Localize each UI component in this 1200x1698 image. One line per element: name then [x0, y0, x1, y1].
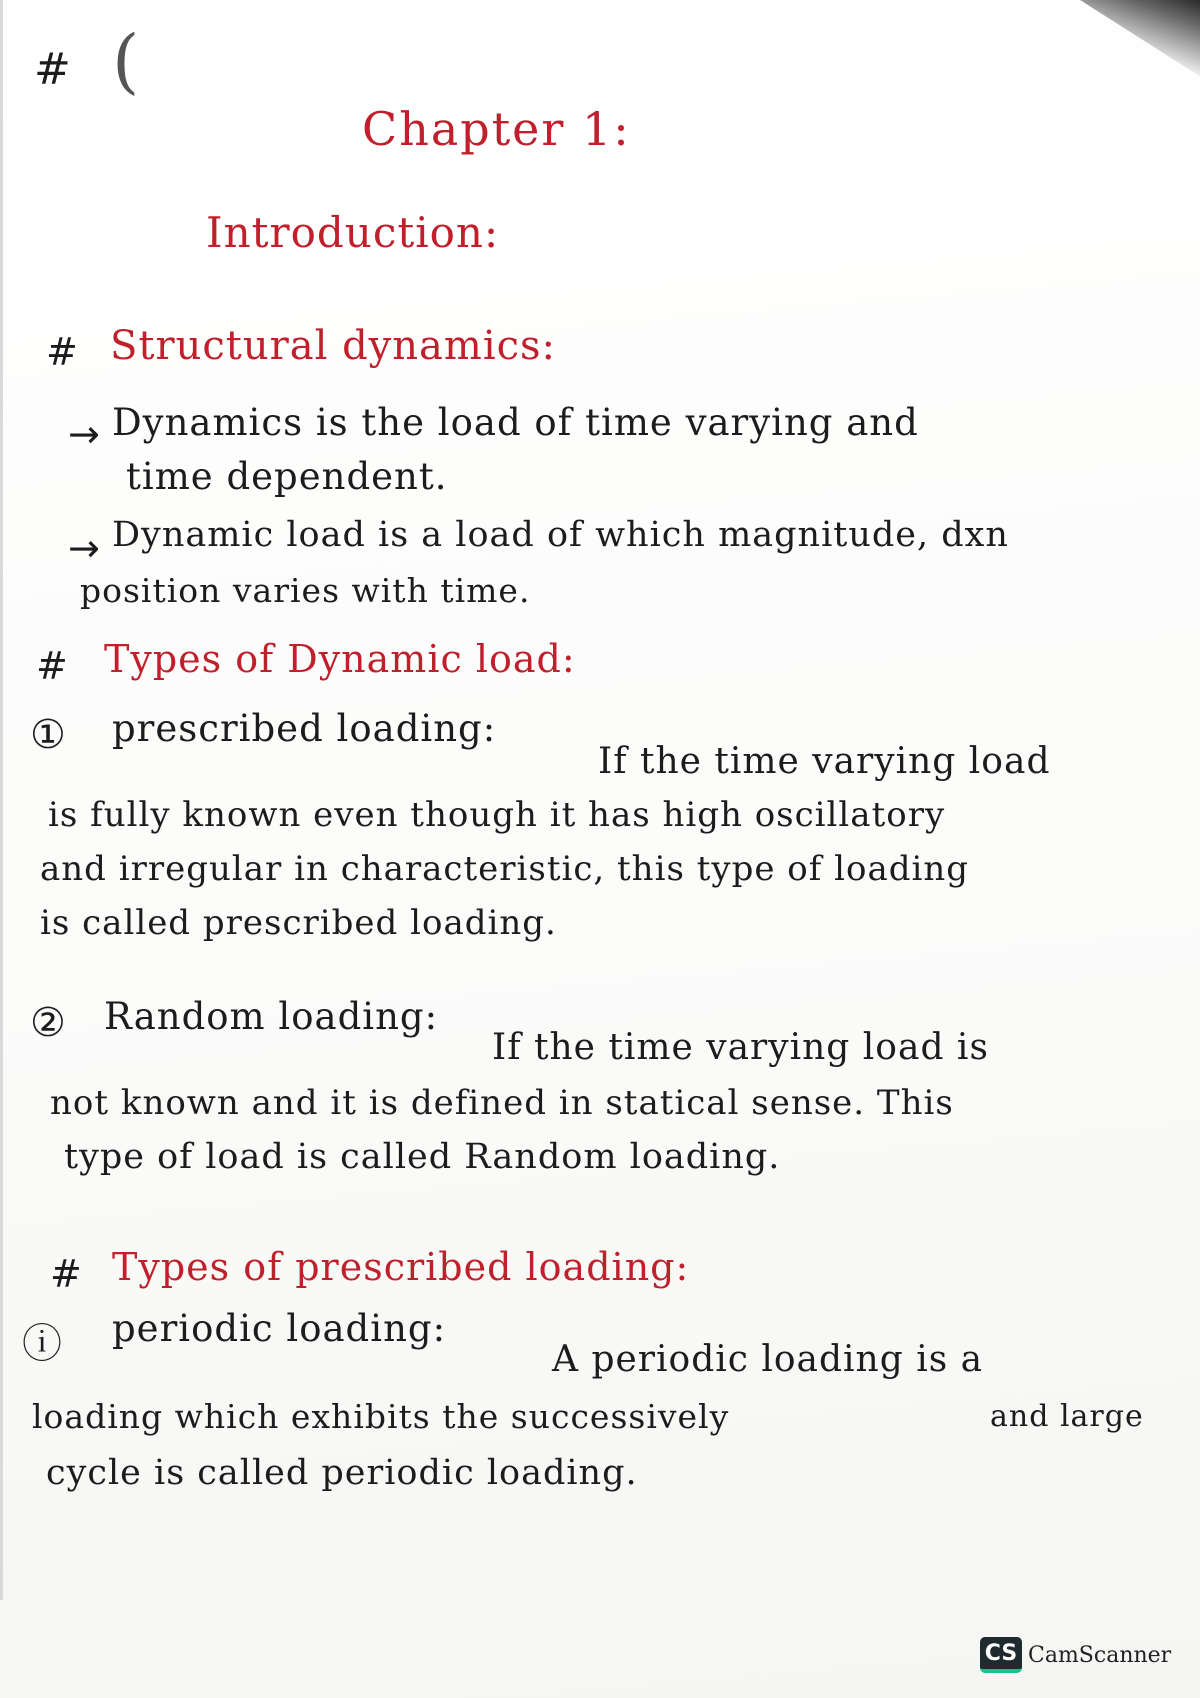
- point-2-line-2: position varies with time.: [80, 571, 531, 610]
- point-2-line-1: Dynamic load is a load of which magnitude, dxn: [112, 515, 1009, 555]
- point-1-line-1: Dynamics is the load of time varying and: [112, 401, 919, 444]
- camscanner-brand: CamScanner: [1028, 1642, 1172, 1668]
- hash-mark-types: #: [36, 644, 68, 688]
- point-1-line-2: time dependent.: [126, 455, 448, 498]
- prescribed-line-1: If the time varying load: [598, 741, 1051, 782]
- periodic-line-1: A periodic loading is a: [552, 1339, 984, 1380]
- chapter-title: Chapter 1:: [362, 102, 631, 156]
- types-dynamic-load-heading: Types of Dynamic load:: [104, 637, 576, 681]
- prescribed-line-2: is fully known even though it has high oscillatory: [48, 795, 946, 835]
- structural-dynamics-heading: Structural dynamics:: [110, 323, 557, 369]
- number-i-circle: ⓘ: [22, 1321, 62, 1367]
- number-2-circle: ②: [30, 1000, 66, 1046]
- number-1-circle: ①: [30, 712, 66, 758]
- prescribed-line-3: and irregular in characteristic, this type of loading: [40, 849, 970, 889]
- hash-mark-prescribed: #: [50, 1252, 82, 1296]
- camscanner-watermark: [980, 1637, 1171, 1673]
- prescribed-loading-title: prescribed loading:: [112, 707, 497, 750]
- hash-mark-top: #: [34, 44, 71, 95]
- periodic-line-3: and large: [990, 1399, 1144, 1434]
- random-line-1: If the time varying load is: [492, 1027, 989, 1068]
- random-line-3: type of load is called Random loading.: [64, 1137, 781, 1177]
- types-prescribed-loading-heading: Types of prescribed loading:: [112, 1245, 690, 1289]
- camscanner-logo-icon: CS: [980, 1637, 1022, 1673]
- periodic-loading-title: periodic loading:: [112, 1307, 447, 1350]
- page-corner-shadow: [1040, 0, 1200, 90]
- arrow-bullet-2: →: [68, 526, 100, 570]
- bracket-mark-top: (: [112, 20, 140, 102]
- random-loading-title: Random loading:: [104, 995, 439, 1038]
- random-line-2: not known and it is defined in statical sense. This: [50, 1083, 954, 1123]
- introduction-heading: Introduction:: [206, 208, 500, 257]
- periodic-line-4: cycle is called periodic loading.: [46, 1453, 638, 1493]
- prescribed-line-4: is called prescribed loading.: [40, 903, 557, 943]
- arrow-bullet-1: →: [68, 412, 100, 456]
- periodic-line-2: loading which exhibits the successively: [32, 1397, 730, 1436]
- hash-mark-structural: #: [46, 330, 78, 374]
